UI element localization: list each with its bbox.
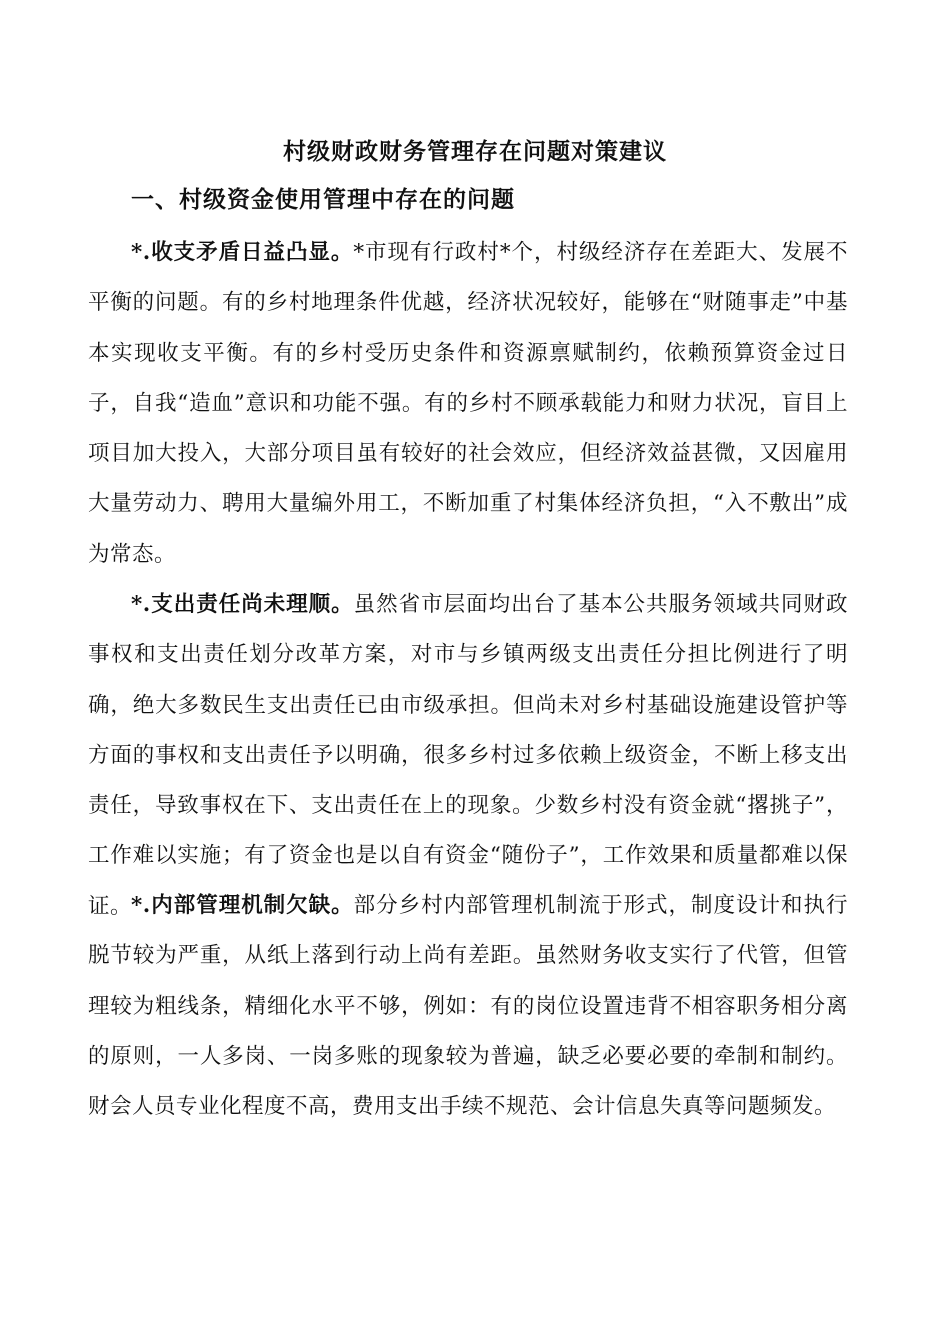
paragraph-3-body: 部分乡村内部管理机制流于形式，制度设计和执行脱节较为严重，从纸上落到行动上尚有差距。虽然财务收支实行了代管，但管理较为粗线条，精细化水平不够，例如：有的岗位设置违背不相容职务相分离的原则，一人多岗、一岗多账的现象较为普遍，缺乏必要必要的牵制和制约。财会人员专业化程度不高，费用支出手续不规范、会计信息失真等问题频发。: [88, 893, 848, 1120]
paragraph-1: [88, 228, 848, 580]
document-title: 村级财政财务管理存在问题对策建议: [283, 138, 667, 165]
paragraph-1-body: *市现有行政村*个，村级经济存在差距大、发展不平衡的问题。有的乡村地理条件优越，经济状况较好，能够在“财随事走”中基本实现收支平衡。有的乡村受历史条件和资源禀赋制约，依赖预算资金过日子，自我“造血”意识和功能不强。有的乡村不顾承载能力和财力状况，盲目上项目加大投入，大部分项目虽有较好的社会效应，但经济效益甚微，又因雇用大量劳动力、聘用大量编外用工，不断加重了村集体经济负担，“入不敷出”成为常态。: [88, 240, 848, 567]
paragraph-3-lead: *.内部管理机制欠缺。: [131, 893, 354, 918]
paragraph-2: [88, 580, 848, 932]
paragraph-2-lead: *.支出责任尚未理顺。: [131, 592, 354, 617]
section-heading: 一、村级资金使用管理中存在的问题: [131, 186, 515, 213]
paragraph-2-body: 虽然省市层面均出台了基本公共服务领域共同财政事权和支出责任划分改革方案，对市与乡镇两级支出责任分担比例进行了明确，绝大多数民生支出责任已由市级承担。但尚未对乡村基础设施建设管护等方面的事权和支出责任予以明确，很多乡村过多依赖上级资金，不断上移支出责任，导致事权在下、支出责任在上的现象。少数乡村没有资金就“撂挑子”，工作难以实施；有了资金也是以自有资金“随份子”，工作效果和质量都难以保证。: [88, 592, 848, 919]
paragraph-1-lead: *.收支矛盾日益凸显。: [131, 240, 354, 265]
paragraph-3: [88, 881, 848, 1132]
